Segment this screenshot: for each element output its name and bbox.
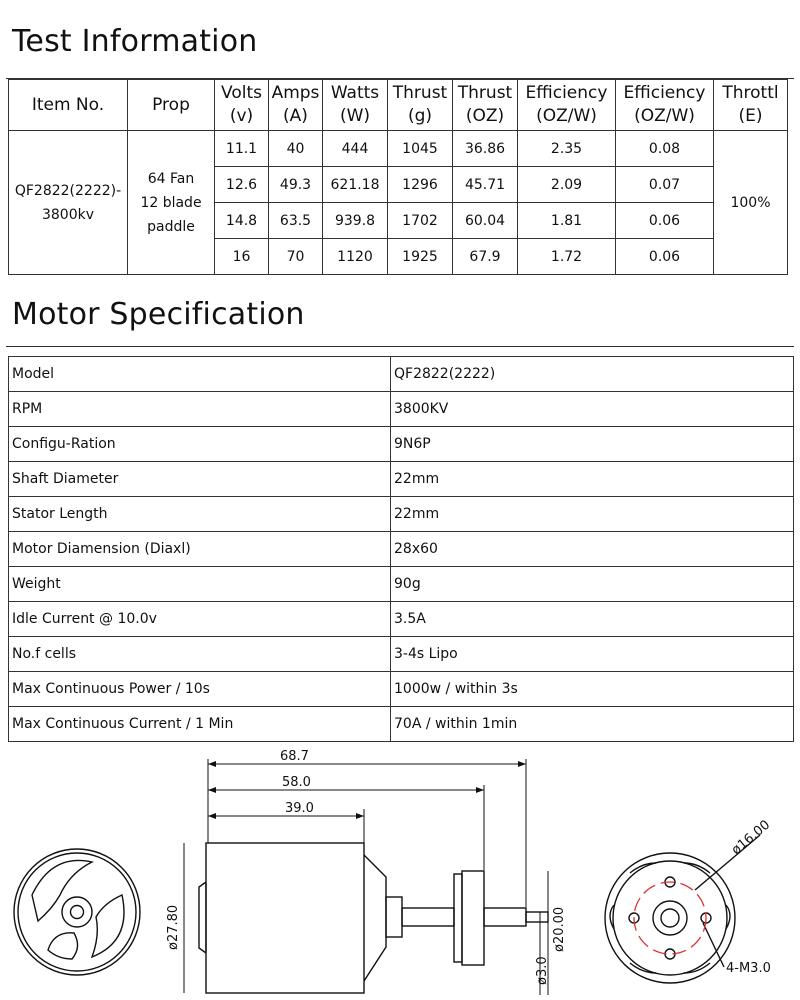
- spec-label: Stator Length: [9, 497, 391, 532]
- spec-row: [9, 707, 794, 742]
- table-row: [9, 131, 788, 167]
- spec-row: [9, 357, 794, 392]
- efficiency-cell: 0.07: [616, 167, 714, 203]
- thrust-g-cell: 1296: [388, 167, 453, 203]
- thrust-g-cell: 1045: [388, 131, 453, 167]
- motor-dimension-drawing: [0, 745, 800, 1000]
- spec-label: Max Continuous Power / 10s: [9, 672, 391, 707]
- efficiency-cell: 1.72: [518, 239, 616, 275]
- spec-label: Idle Current @ 10.0v: [9, 602, 391, 637]
- spec-row: [9, 602, 794, 637]
- efficiency-cell: 0.06: [616, 203, 714, 239]
- volts-cell: 11.1: [215, 131, 269, 167]
- thrust-oz-cell: 45.71: [453, 167, 518, 203]
- spec-row: [9, 392, 794, 427]
- motor-specification-table: [8, 356, 794, 742]
- spec-value: 28x60: [391, 532, 794, 567]
- side-view: [199, 843, 548, 993]
- spec-value: 3800KV: [391, 392, 794, 427]
- spec-value: 22mm: [391, 462, 794, 497]
- amps-cell: 63.5: [269, 203, 323, 239]
- header-thrust-g: Thrust (g): [388, 80, 453, 131]
- dim-screws: 4-M3.0: [726, 961, 771, 976]
- bolt-circle: [634, 882, 706, 954]
- amps-cell: 49.3: [269, 167, 323, 203]
- efficiency-cell: 0.08: [616, 131, 714, 167]
- dim-overall-length: 68.7: [280, 749, 309, 764]
- spec-value: 3.5A: [391, 602, 794, 637]
- test-information-title: Test Information: [12, 24, 258, 59]
- header-throttle: Throttl (E): [714, 80, 788, 131]
- spec-value: 3-4s Lipo: [391, 637, 794, 672]
- efficiency-cell: 0.06: [616, 239, 714, 275]
- header-efficiency-2: Efficiency (OZ/W): [616, 80, 714, 131]
- spec-label: No.f cells: [9, 637, 391, 672]
- thrust-g-cell: 1702: [388, 203, 453, 239]
- motor-specification-title: Motor Specification: [12, 297, 305, 332]
- dim-mid-length: 58.0: [282, 775, 311, 790]
- dim-body-diameter: ø27.80: [166, 904, 181, 950]
- thrust-oz-cell: 60.04: [453, 203, 518, 239]
- watts-cell: 621.18: [323, 167, 388, 203]
- amps-cell: 70: [269, 239, 323, 275]
- spec-label: Configu-Ration: [9, 427, 391, 462]
- header-item-no: Item No.: [9, 80, 128, 131]
- spec-label: RPM: [9, 392, 391, 427]
- amps-cell: 40: [269, 131, 323, 167]
- spec-value: 70A / within 1min: [391, 707, 794, 742]
- divider: [6, 346, 794, 347]
- spec-row: [9, 462, 794, 497]
- spec-row: [9, 567, 794, 602]
- header-prop: Prop: [128, 80, 215, 131]
- header-watts: Watts (W): [323, 80, 388, 131]
- dim-mount-diameter: ø20.00: [552, 906, 567, 952]
- volts-cell: 16: [215, 239, 269, 275]
- header-volts: Volts (v): [215, 80, 269, 131]
- spec-value: QF2822(2222): [391, 357, 794, 392]
- header-amps: Amps (A): [269, 80, 323, 131]
- test-information-table: [8, 79, 788, 275]
- spec-value: 22mm: [391, 497, 794, 532]
- spec-row: [9, 497, 794, 532]
- spec-label: Motor Diamension (Diaxl): [9, 532, 391, 567]
- spec-label: Shaft Diameter: [9, 462, 391, 497]
- spec-value: 90g: [391, 567, 794, 602]
- spec-value: 1000w / within 3s: [391, 672, 794, 707]
- item-no-cell: QF2822(2222)- 3800kv: [9, 131, 128, 275]
- efficiency-cell: 2.09: [518, 167, 616, 203]
- volts-cell: 14.8: [215, 203, 269, 239]
- header-efficiency-1: Efficiency (OZ/W): [518, 80, 616, 131]
- spec-label: Max Continuous Current / 1 Min: [9, 707, 391, 742]
- spec-row: [9, 672, 794, 707]
- throttle-cell: 100%: [714, 131, 788, 275]
- test-header-row: [9, 80, 788, 131]
- volts-cell: 12.6: [215, 167, 269, 203]
- spec-row: [9, 532, 794, 567]
- spec-row: [9, 427, 794, 462]
- dim-shaft-diameter: ø3.0: [535, 956, 550, 985]
- watts-cell: 939.8: [323, 203, 388, 239]
- watts-cell: 444: [323, 131, 388, 167]
- efficiency-cell: 1.81: [518, 203, 616, 239]
- dimension-lines: [184, 759, 548, 995]
- efficiency-cell: 2.35: [518, 131, 616, 167]
- watts-cell: 1120: [323, 239, 388, 275]
- dim-body-length: 39.0: [285, 801, 314, 816]
- thrust-oz-cell: 67.9: [453, 239, 518, 275]
- dim-bolt-circle: ø16.00: [728, 817, 774, 859]
- spec-value: 9N6P: [391, 427, 794, 462]
- spec-label: Weight: [9, 567, 391, 602]
- front-view: [14, 849, 140, 975]
- prop-cell: 64 Fan 12 blade paddle: [128, 131, 215, 275]
- header-thrust-oz: Thrust (OZ): [453, 80, 518, 131]
- thrust-oz-cell: 36.86: [453, 131, 518, 167]
- spec-label: Model: [9, 357, 391, 392]
- thrust-g-cell: 1925: [388, 239, 453, 275]
- spec-row: [9, 637, 794, 672]
